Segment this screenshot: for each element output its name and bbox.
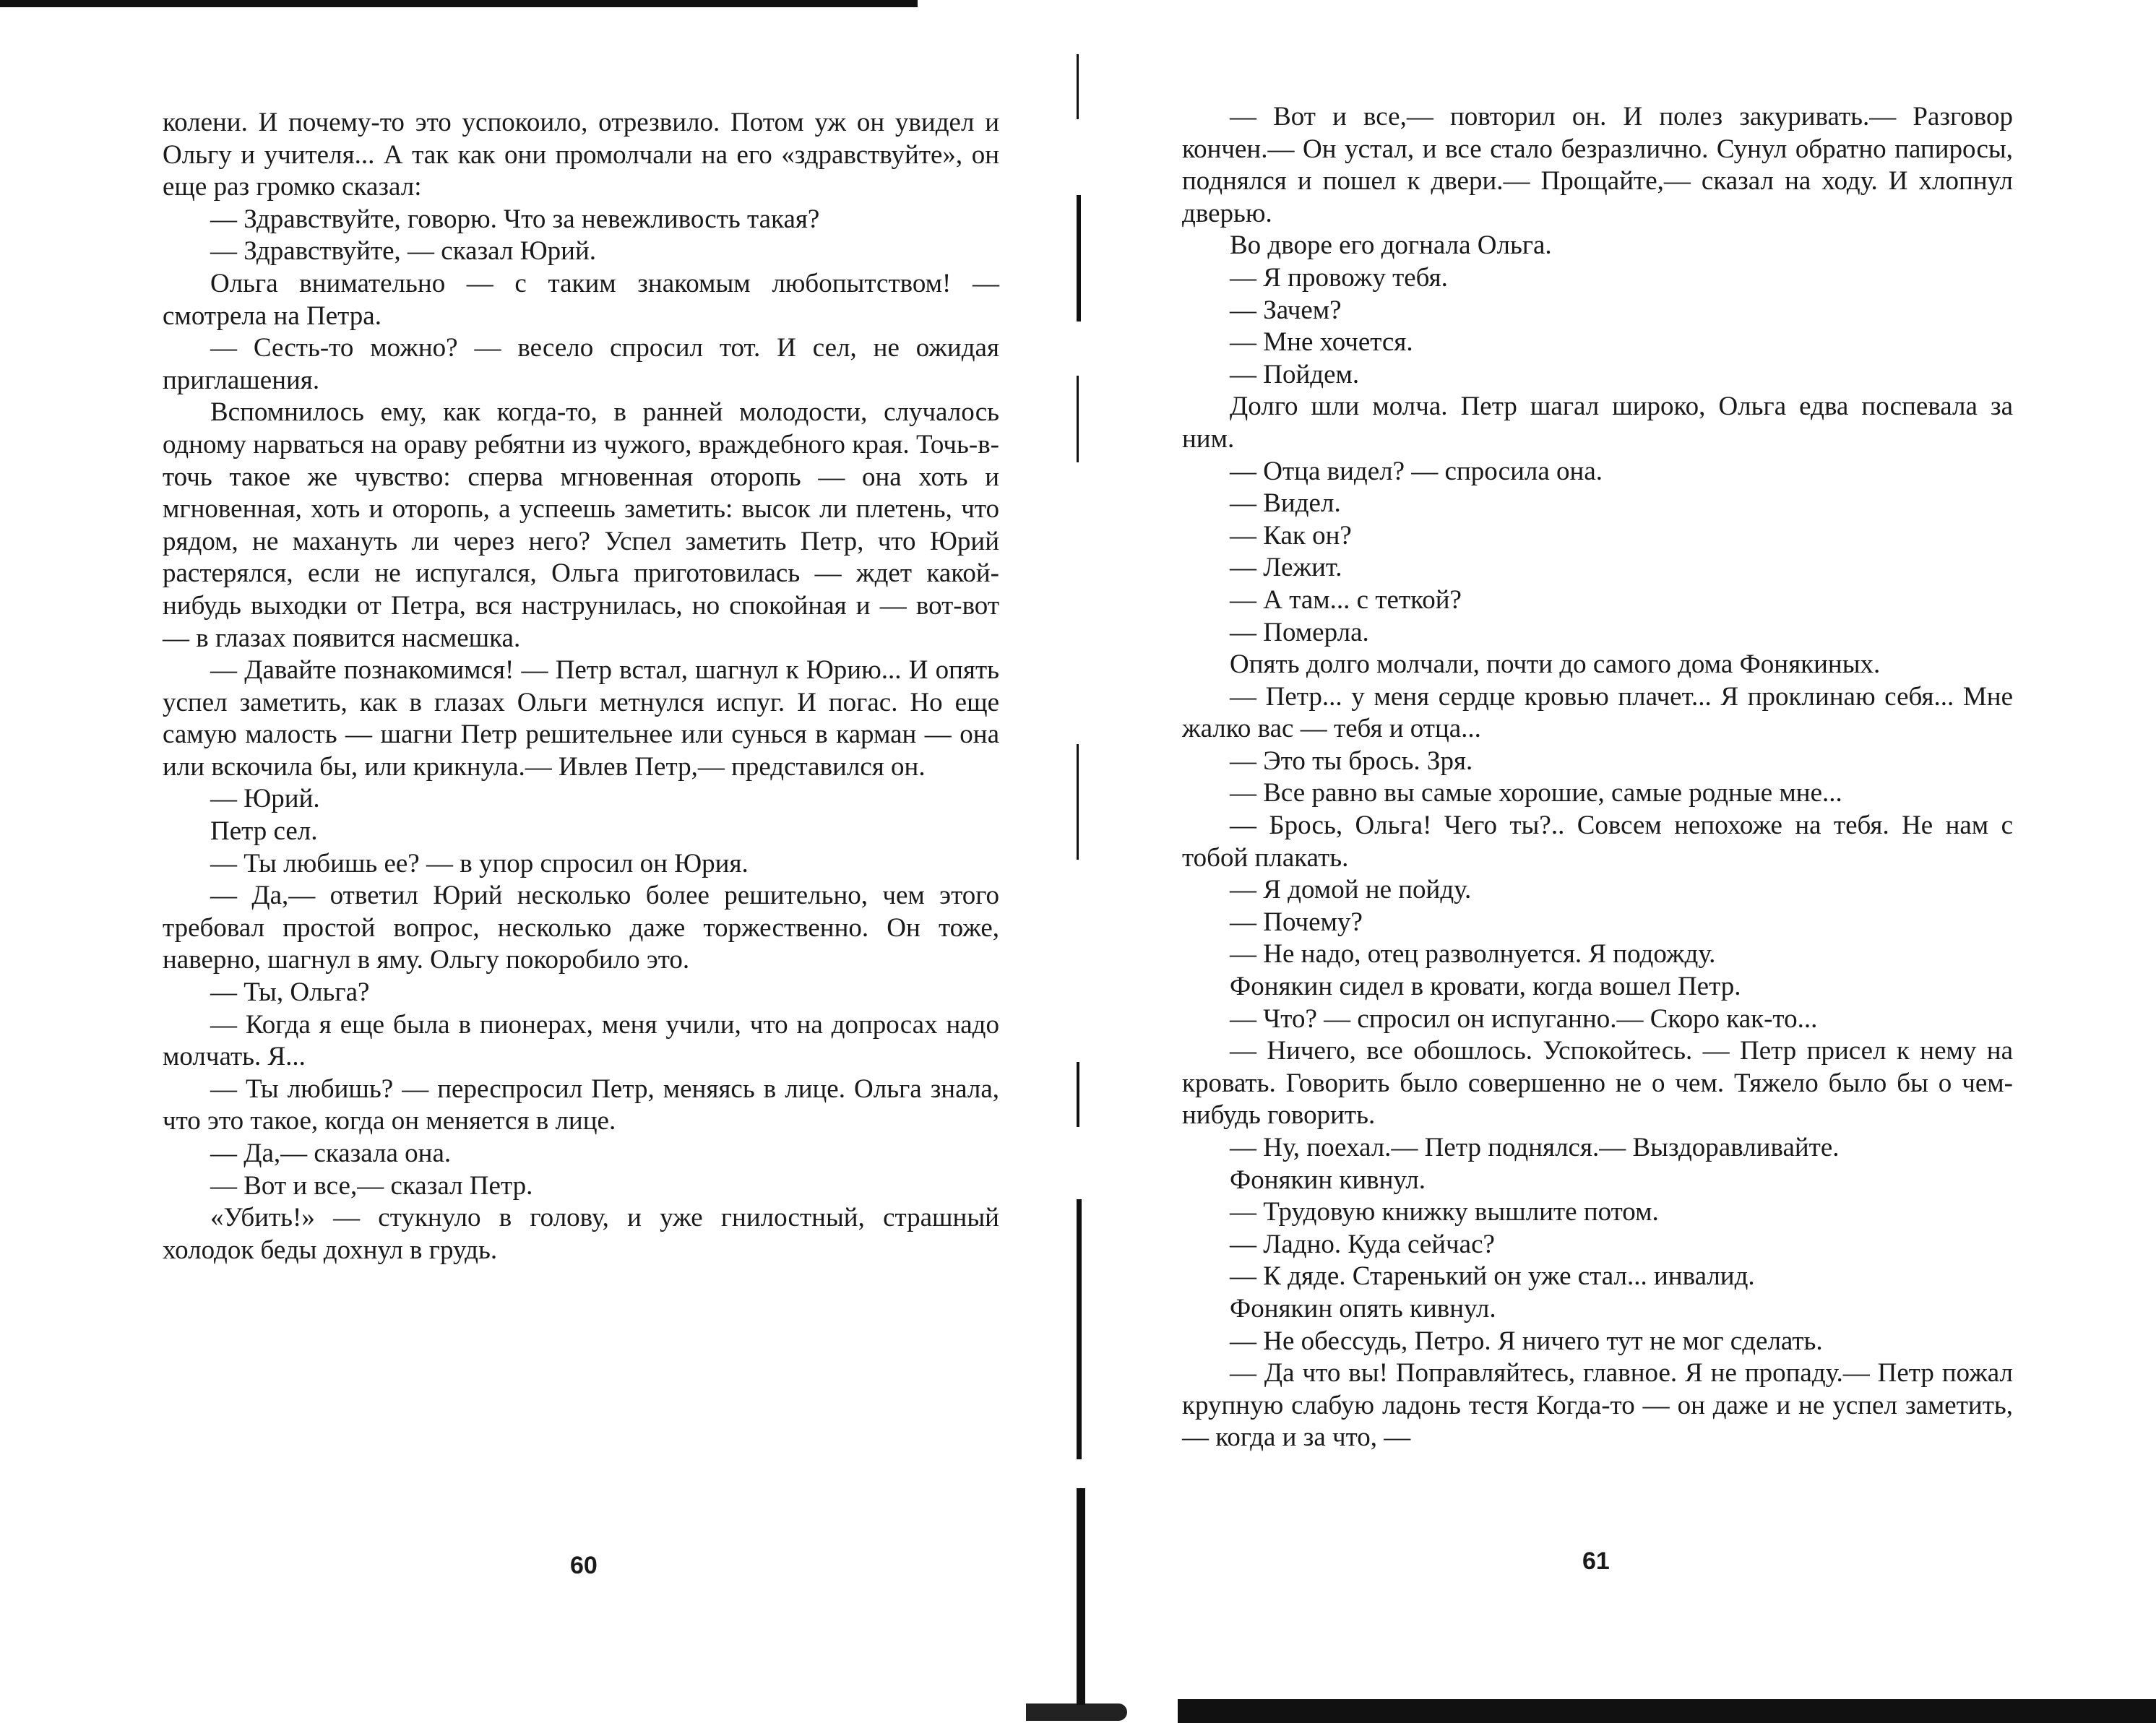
- paragraph: — Петр... у меня сердце кровью плачет... Я проклинаю себя... Мне жалко вас — тебя и отца...: [1182, 681, 2013, 744]
- paragraph: — Как он?: [1230, 520, 1352, 550]
- paragraph: — К дяде. Старенький он уже стал... инвалид.: [1230, 1261, 1755, 1292]
- paragraph: — Я провожу тебя.: [1230, 262, 1448, 293]
- paragraph: — Давайте познакомимся! — Петр встал, шагнул к Юрию... И опять успел заметить, как в глазах Ольги метнулся испуг. И погас. Но еще самую малость — шагни Петр решительнее или сунься в карман — она или вскочила бы, или крикнула.— Ивлев Петр,— представился он.: [163, 655, 999, 782]
- paragraph: Вспомнилось ему, как когда-то, в ранней молодости, случалось одному нарваться на ораву ребятни из чужого, враждебного края. Точь-в-точь такое же чувство: сперва мгновенная оторопь — она хоть и мгновенная, хоть и оторопь, а успеешь заметить: высок ли плетень, что рядом, не махануть ли через него? Успел заметить Петр, что Юрий растерялся, если не испугался, Ольга приготовилась — ждет какой-нибудь выходки от Петра, вся наструнилась, но спокойная и — вот-вот — в глазах появится насмешка.: [163, 397, 999, 653]
- paragraph: — Трудовую книжку вышлите потом.: [1230, 1197, 1659, 1227]
- gutter-shadow: [1077, 1199, 1082, 1459]
- paragraph: — Брось, Ольга! Чего ты?.. Совсем непохоже на тебя. Не нам с тобой плакать.: [1182, 811, 2013, 873]
- paragraph: — Ничего, все обошлось. Успокойтесь. — Петр присел к нему на кровать. Говорить было совершенно не о чем. Тяжело было бы о чем-нибудь говорить.: [1182, 1036, 2013, 1131]
- paragraph: — Все равно вы самые хорошие, самые родные мне...: [1230, 778, 1842, 808]
- paragraph: — Здравствуйте, — сказал Юрий.: [210, 236, 597, 267]
- paragraph: — Что? — спросил он испуганно.— Скоро как-то...: [1230, 1003, 1818, 1034]
- gutter-shadow: [1077, 1488, 1085, 1705]
- gutter-shadow: [1077, 376, 1079, 462]
- paragraph: — Не надо, отец разволнуется. Я подожду.: [1230, 939, 1716, 970]
- paragraph: — Ты любишь ее? — в упор спросил он Юрия.: [210, 848, 749, 878]
- paragraph: — Не обессудь, Петро. Я ничего тут не мог сделать.: [1230, 1326, 1823, 1356]
- right-page-text: [1182, 101, 2013, 1454]
- paragraph: — Померла.: [1230, 617, 1369, 647]
- paragraph: — Это ты брось. Зря.: [1230, 746, 1473, 776]
- gutter-shadow: [1077, 744, 1079, 860]
- paragraph: — Почему?: [1230, 907, 1363, 937]
- paragraph: — Ладно. Куда сейчас?: [1230, 1229, 1495, 1259]
- paragraph: — Ну, поехал.— Петр поднялся.— Выздоравливайте.: [1230, 1133, 1840, 1162]
- left-page-number: 60: [570, 1552, 598, 1579]
- paragraph: — Когда я еще была в пионерах, меня учили, что на допросах надо молчать. Я...: [163, 1009, 999, 1072]
- left-page-text: [163, 107, 999, 1266]
- paragraph: — Юрий.: [210, 784, 320, 814]
- paragraph: «Убить!» — стукнуло в голову, и уже гнилостный, страшный холодок беды дохнул в грудь.: [163, 1203, 999, 1265]
- paragraph: — Я домой не пойду.: [1230, 875, 1472, 905]
- gutter-shadow: [1077, 195, 1081, 321]
- scan-edge-bottom-stub: [1026, 1703, 1127, 1721]
- right-page-number: 61: [1582, 1547, 1610, 1575]
- paragraph: Ольга внимательно — с таким знакомым любопытством! — смотрела на Петра.: [163, 268, 999, 331]
- gutter-shadow: [1077, 54, 1079, 119]
- paragraph: Долго шли молча. Петр шагал широко, Ольга едва поспевала за ним.: [1182, 392, 2013, 454]
- paragraph: — А там... с теткой?: [1230, 584, 1462, 615]
- paragraph: — Здравствуйте, говорю. Что за невежливость такая?: [210, 204, 820, 234]
- paragraph: колени. И почему-то это успокоило, отрезвило. Потом уж он увидел и Ольгу и учителя... А так как они промолчали на его «здравствуйте», он еще раз громко сказал:: [163, 108, 999, 202]
- gutter-shadow: [1077, 1062, 1079, 1127]
- paragraph: Фонякин сидел в кровати, когда вошел Петр.: [1230, 972, 1741, 1002]
- paragraph: Фонякин кивнул.: [1230, 1165, 1426, 1195]
- paragraph: Опять долго молчали, почти до самого дома Фонякиных.: [1230, 649, 1881, 680]
- paragraph: Во дворе его догнала Ольга.: [1230, 230, 1552, 261]
- paragraph: — Сесть-то можно? — весело спросил тот. И сел, не ожидая приглашения.: [163, 333, 999, 395]
- paragraph: — Вот и все,— повторил он. И полез закуривать.— Разговор кончен.— Он устал, и все стало безразлично. Сунул обратно папиросы, поднялся и пошел к двери.— Прощайте,— сказал на ходу. И хлопнул дверью.: [1182, 102, 2013, 228]
- paragraph: — Да что вы! Поправляйтесь, главное. Я не пропаду.— Петр пожал крупную слабую ладонь тестя Когда-то — он даже и не успел заметить, — когда и за что, —: [1182, 1358, 2013, 1453]
- paragraph: Фонякин опять кивнул.: [1230, 1293, 1496, 1323]
- paragraph: — Ты, Ольга?: [210, 977, 370, 1008]
- paragraph: — Лежит.: [1230, 553, 1342, 583]
- paragraph: — Вот и все,— сказал Петр.: [210, 1170, 533, 1201]
- paragraph: — Отца видел? — спросила она.: [1230, 456, 1603, 486]
- paragraph: — Ты любишь? — переспросил Петр, меняясь в лице. Ольга знала, что это такое, когда он меняется в лице.: [163, 1074, 999, 1136]
- paragraph: — Видел.: [1230, 488, 1341, 519]
- scan-edge-bottom: [1178, 1699, 2156, 1723]
- paragraph: — Пойдем.: [1230, 359, 1360, 389]
- paragraph: — Мне хочется.: [1230, 327, 1413, 358]
- paragraph: Петр сел.: [210, 816, 318, 847]
- paragraph: — Да,— сказала она.: [210, 1139, 452, 1168]
- paragraph: — Зачем?: [1230, 295, 1342, 325]
- paragraph: — Да,— ответил Юрий несколько более решительно, чем этого требовал простой вопрос, несколько даже торжественно. Он тоже, наверно, шагнул в яму. Ольгу покоробило это.: [163, 881, 999, 975]
- scan-edge-top: [0, 0, 918, 7]
